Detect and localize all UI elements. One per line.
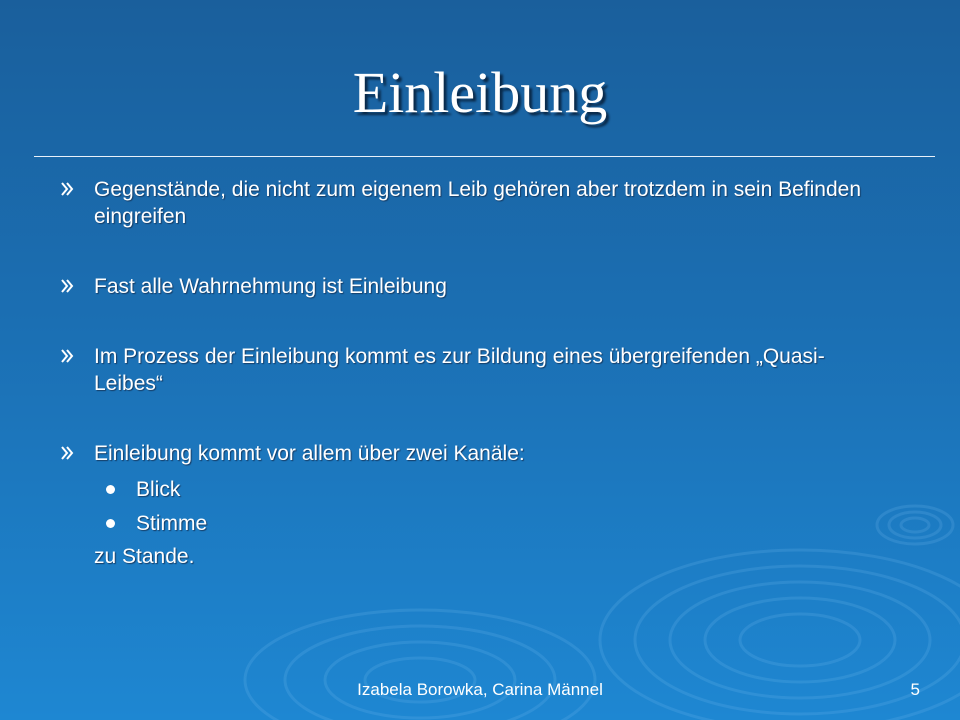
round-bullet-icon bbox=[106, 485, 115, 494]
arrow-bullet-icon bbox=[60, 279, 74, 293]
bullet-text: Gegenstände, die nicht zum eigenem Leib gehören aber trotzdem in sein Befinden eingreifen bbox=[94, 178, 861, 228]
slide-title: Einleibung bbox=[352, 60, 608, 125]
arrow-bullet-icon bbox=[60, 182, 74, 196]
bullet-text: Fast alle Wahrnehmung ist Einleibung bbox=[94, 275, 447, 298]
sub-bullet-text: Stimme bbox=[136, 512, 208, 535]
closing-text: zu Stande. bbox=[94, 545, 195, 568]
bullet-text: Im Prozess der Einleibung kommt es zur Bildung eines übergreifenden „Quasi- Leibes“ bbox=[94, 345, 825, 395]
page-number: 5 bbox=[910, 680, 920, 699]
sub-bullet-text: Blick bbox=[136, 478, 181, 501]
arrow-bullet-icon bbox=[60, 349, 74, 363]
round-bullet-icon bbox=[106, 519, 115, 528]
arrow-bullet-icon bbox=[60, 446, 74, 460]
title-divider bbox=[34, 156, 935, 157]
footer-authors: Izabela Borowka, Carina Männel bbox=[357, 680, 603, 699]
bullet-text: Einleibung kommt vor allem über zwei Kanäle: bbox=[94, 442, 525, 465]
